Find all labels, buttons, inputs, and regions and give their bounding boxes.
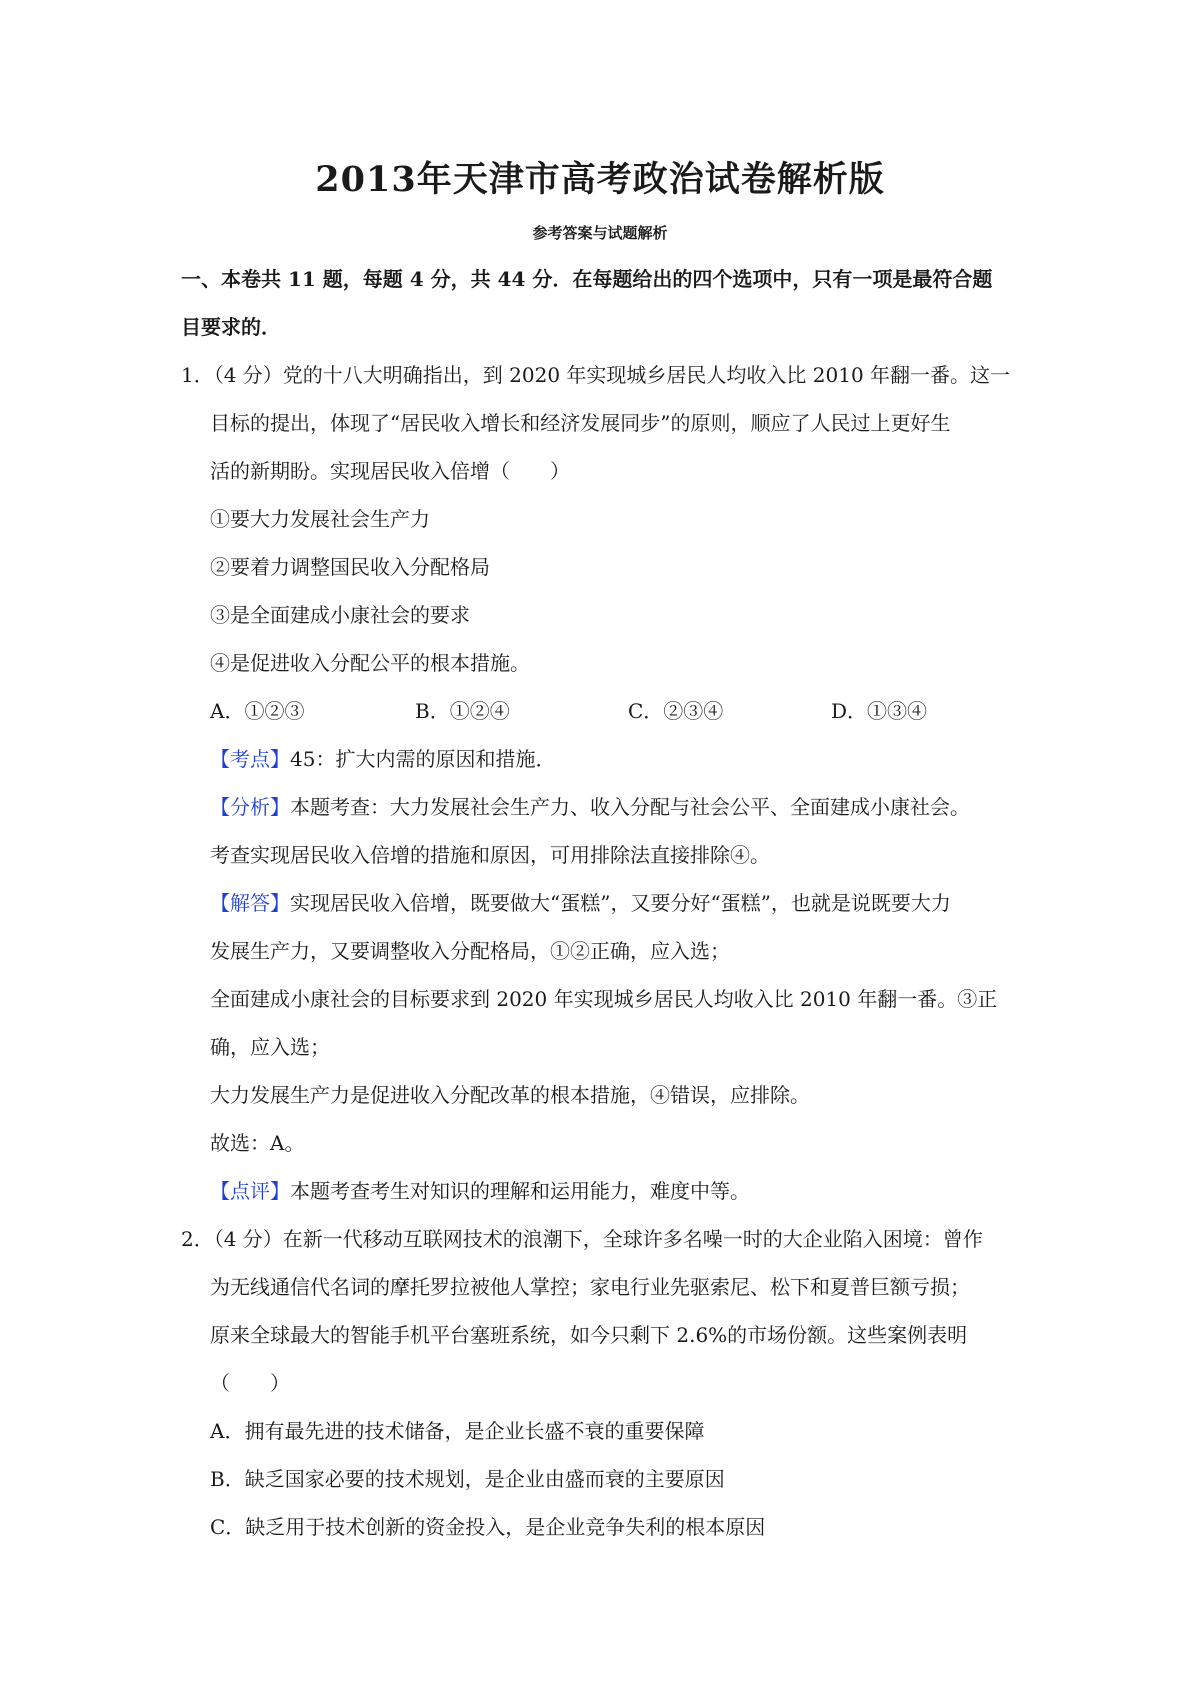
jieda-tag: 【解答】 <box>210 891 290 915</box>
jieda-text: 实现居民收入倍增，既要做大“蛋糕”，又要分好“蛋糕”，也就是说既要大力 <box>290 891 951 915</box>
q1-jieda-line4: 确，应入选； <box>210 1035 330 1059</box>
q1-fenxi-line2: 考查实现居民收入倍增的措施和原因，可用排除法直接排除④。 <box>210 843 770 867</box>
q1-option-b: B．①②④ <box>415 699 510 723</box>
kaodian-tag: 【考点】 <box>210 747 290 771</box>
q1-stem-line1: 1．（4 分）党的十八大明确指出，到 2020 年实现城乡居民人均收入比 2010 年翻一番。这一 <box>181 363 1011 387</box>
dianping-tag: 【点评】 <box>210 1179 290 1203</box>
fenxi-text: 本题考查：大力发展社会生产力、收入分配与社会公平、全面建成小康社会。 <box>290 795 970 819</box>
q1-jieda-line6: 故选：A。 <box>210 1131 305 1155</box>
page-subtitle: 参考答案与试题解析 <box>532 224 668 242</box>
q1-jieda-line5: 大力发展生产力是促进收入分配改革的根本措施，④错误，应排除。 <box>210 1083 810 1107</box>
q1-jieda-line3: 全面建成小康社会的目标要求到 2020 年实现城乡居民人均收入比 2010 年翻一番。③正 <box>210 987 998 1011</box>
q2-option-c: C．缺乏用于技术创新的资金投入，是企业竞争失利的根本原因 <box>210 1515 766 1539</box>
q1-kaodian <box>210 746 555 772</box>
q1-statement: ④是促进收入分配公平的根本措施。 <box>210 651 530 675</box>
fenxi-tag: 【分析】 <box>210 795 290 819</box>
q1-jieda <box>210 890 951 916</box>
q2-stem-line1: 2．（4 分）在新一代移动互联网技术的浪潮下，全球许多名噪一时的大企业陷入困境：曾作 <box>181 1227 983 1251</box>
q2-stem-line4: （ ） <box>210 1371 290 1395</box>
kaodian-text: 45：扩大内需的原因和措施． <box>290 747 556 771</box>
section-heading-line2: 目要求的． <box>181 315 281 339</box>
q1-stem-line2: 目标的提出，体现了“居民收入增长和经济发展同步”的原则，顺应了人民过上更好生 <box>210 411 951 435</box>
q1-option-a: A．①②③ <box>210 699 305 723</box>
q1-statement: ②要着力调整国民收入分配格局 <box>210 555 490 579</box>
dianping-text: 本题考查考生对知识的理解和运用能力，难度中等。 <box>290 1179 750 1203</box>
q2-option-b: B．缺乏国家必要的技术规划，是企业由盛而衰的主要原因 <box>210 1467 725 1491</box>
q2-stem-line3: 原来全球最大的智能手机平台塞班系统，如今只剩下 2.6%的市场份额。这些案例表明 <box>210 1323 968 1347</box>
q1-jieda-line2: 发展生产力，又要调整收入分配格局，①②正确，应入选； <box>210 939 730 963</box>
q1-dianping <box>210 1178 750 1204</box>
section-heading-line1: 一、本卷共 11 题，每题 4 分，共 44 分．在每题给出的四个选项中，只有一项是最符合题 <box>181 267 993 291</box>
q1-fenxi <box>210 794 970 820</box>
q1-stem-line3: 活的新期盼。实现居民收入倍增（ ） <box>210 459 570 483</box>
q1-statement: ①要大力发展社会生产力 <box>210 507 430 531</box>
q1-option-c: C．②③④ <box>628 699 724 723</box>
q2-stem-line2: 为无线通信代名词的摩托罗拉被他人掌控；家电行业先驱索尼、松下和夏普巨额亏损； <box>210 1275 970 1299</box>
q1-option-d: D．①③④ <box>831 699 928 723</box>
q2-option-a: A．拥有最先进的技术储备，是企业长盛不衰的重要保障 <box>210 1419 705 1443</box>
page-title: 2013年天津市高考政治试卷解析版 <box>315 159 885 200</box>
q1-statement: ③是全面建成小康社会的要求 <box>210 603 470 627</box>
